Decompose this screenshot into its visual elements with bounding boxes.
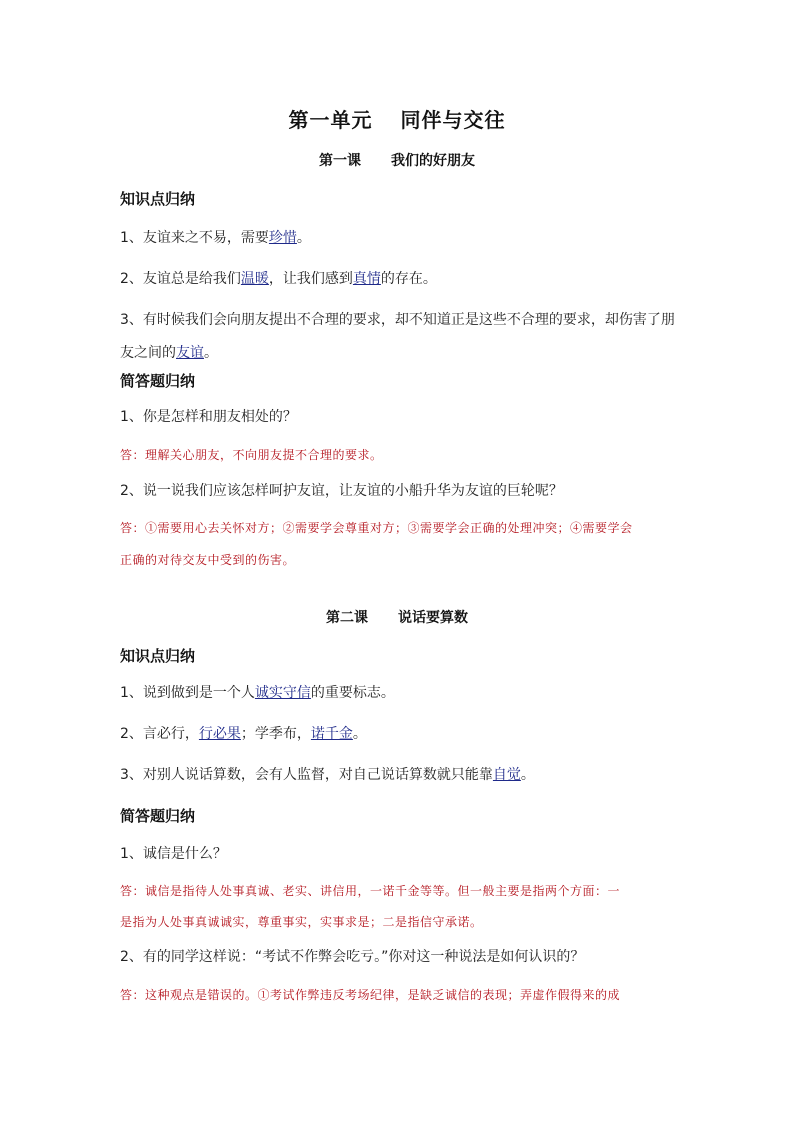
text-segment: ；学季布， <box>240 726 311 742</box>
lesson2-answer-1-line1: 答：诚信是指待人处事真诚、老实、讲信用，一诺千金等等。但一般主要是指两个方面：一 <box>120 884 621 898</box>
text-segment: 。 <box>204 345 218 361</box>
lesson2-knowledge-point-3 <box>120 764 535 784</box>
lesson2-qa-heading: 简答题归纳 <box>120 807 196 825</box>
lesson1-knowledge-point-3-line2 <box>120 342 218 362</box>
text-segment: 友之间的 <box>120 345 176 361</box>
keyword-underline: 温暖 <box>240 271 269 287</box>
text-segment: 1、友谊来之不易，需要 <box>120 230 269 246</box>
lesson2-number: 第二课 <box>326 610 368 626</box>
text-segment: 2、言必行， <box>120 726 199 742</box>
text-segment: 2、友谊总是给我们 <box>120 271 241 287</box>
text-segment: 的存在。 <box>380 271 437 287</box>
text-segment: 的重要标志。 <box>310 685 395 701</box>
lesson1-answer-2-line1: 答：①需要用心去关怀对方；②需要学会尊重对方；③需要学会正确的处理冲突；④需要学会 <box>120 521 633 535</box>
lesson1-number: 第一课 <box>319 153 361 169</box>
unit-title-name: 同伴与交往 <box>400 108 506 132</box>
unit-title-number: 第一单元 <box>288 108 373 132</box>
keyword-underline: 行必果 <box>198 726 241 742</box>
unit-title <box>0 104 794 133</box>
text-segment: 。 <box>352 726 367 742</box>
text-segment: ，让我们感到 <box>268 271 353 287</box>
lesson1-knowledge-point-1 <box>120 227 311 247</box>
lesson2-title <box>0 607 794 627</box>
lesson2-knowledge-point-1 <box>120 682 395 702</box>
lesson1-knowledge-point-2 <box>120 268 437 288</box>
keyword-underline: 珍惜 <box>268 230 297 246</box>
lesson1-answer-1: 答：理解关心朋友，不向朋友提不合理的要求。 <box>120 448 383 462</box>
keyword-underline: 自觉 <box>492 767 521 783</box>
lesson1-title <box>0 150 794 170</box>
keyword-underline: 诺千金 <box>310 726 353 742</box>
lesson2-question-1: 1、诚信是什么？ <box>120 846 227 862</box>
lesson1-knowledge-heading: 知识点归纳 <box>120 190 196 208</box>
lesson2-name: 说话要算数 <box>398 610 468 626</box>
keyword-underline: 真情 <box>352 271 381 287</box>
keyword-underline: 友谊 <box>176 345 204 361</box>
lesson2-knowledge-heading: 知识点归纳 <box>120 647 196 665</box>
lesson2-knowledge-point-2 <box>120 723 367 743</box>
text-segment: 1、说到做到是一个人 <box>120 685 255 701</box>
lesson2-question-2: 2、有的同学这样说：“考试不作弊会吃亏。”你对这一种说法是如何认识的？ <box>120 949 585 965</box>
text-segment: 。 <box>520 767 535 783</box>
lesson2-answer-1-line2: 是指为人处事真诚诚实，尊重事实，实事求是；二是指信守承诺。 <box>120 915 483 929</box>
text-segment: 。 <box>296 230 311 246</box>
keyword-underline: 诚实守信 <box>254 685 311 701</box>
lesson1-question-1: 1、你是怎样和朋友相处的？ <box>120 409 297 425</box>
lesson1-answer-2-line2: 正确的对待交友中受到的伤害。 <box>120 553 296 567</box>
lesson1-name: 我们的好朋友 <box>391 153 475 169</box>
text-segment: 3、对别人说话算数，会有人监督，对自己说话算数就只能靠 <box>120 767 493 783</box>
lesson1-knowledge-point-3-line1: 3、有时候我们会向朋友提出不合理的要求，却不知道正是这些不合理的要求，却伤害了朋 <box>120 312 675 328</box>
lesson1-question-2: 2、说一说我们应该怎样呵护友谊，让友谊的小船升华为友谊的巨轮呢？ <box>120 483 563 499</box>
lesson1-qa-heading: 简答题归纳 <box>120 372 196 390</box>
lesson2-answer-2-line1: 答：这种观点是错误的。①考试作弊违反考场纪律，是缺乏诚信的表现；弄虚作假得来的成 <box>120 988 621 1002</box>
